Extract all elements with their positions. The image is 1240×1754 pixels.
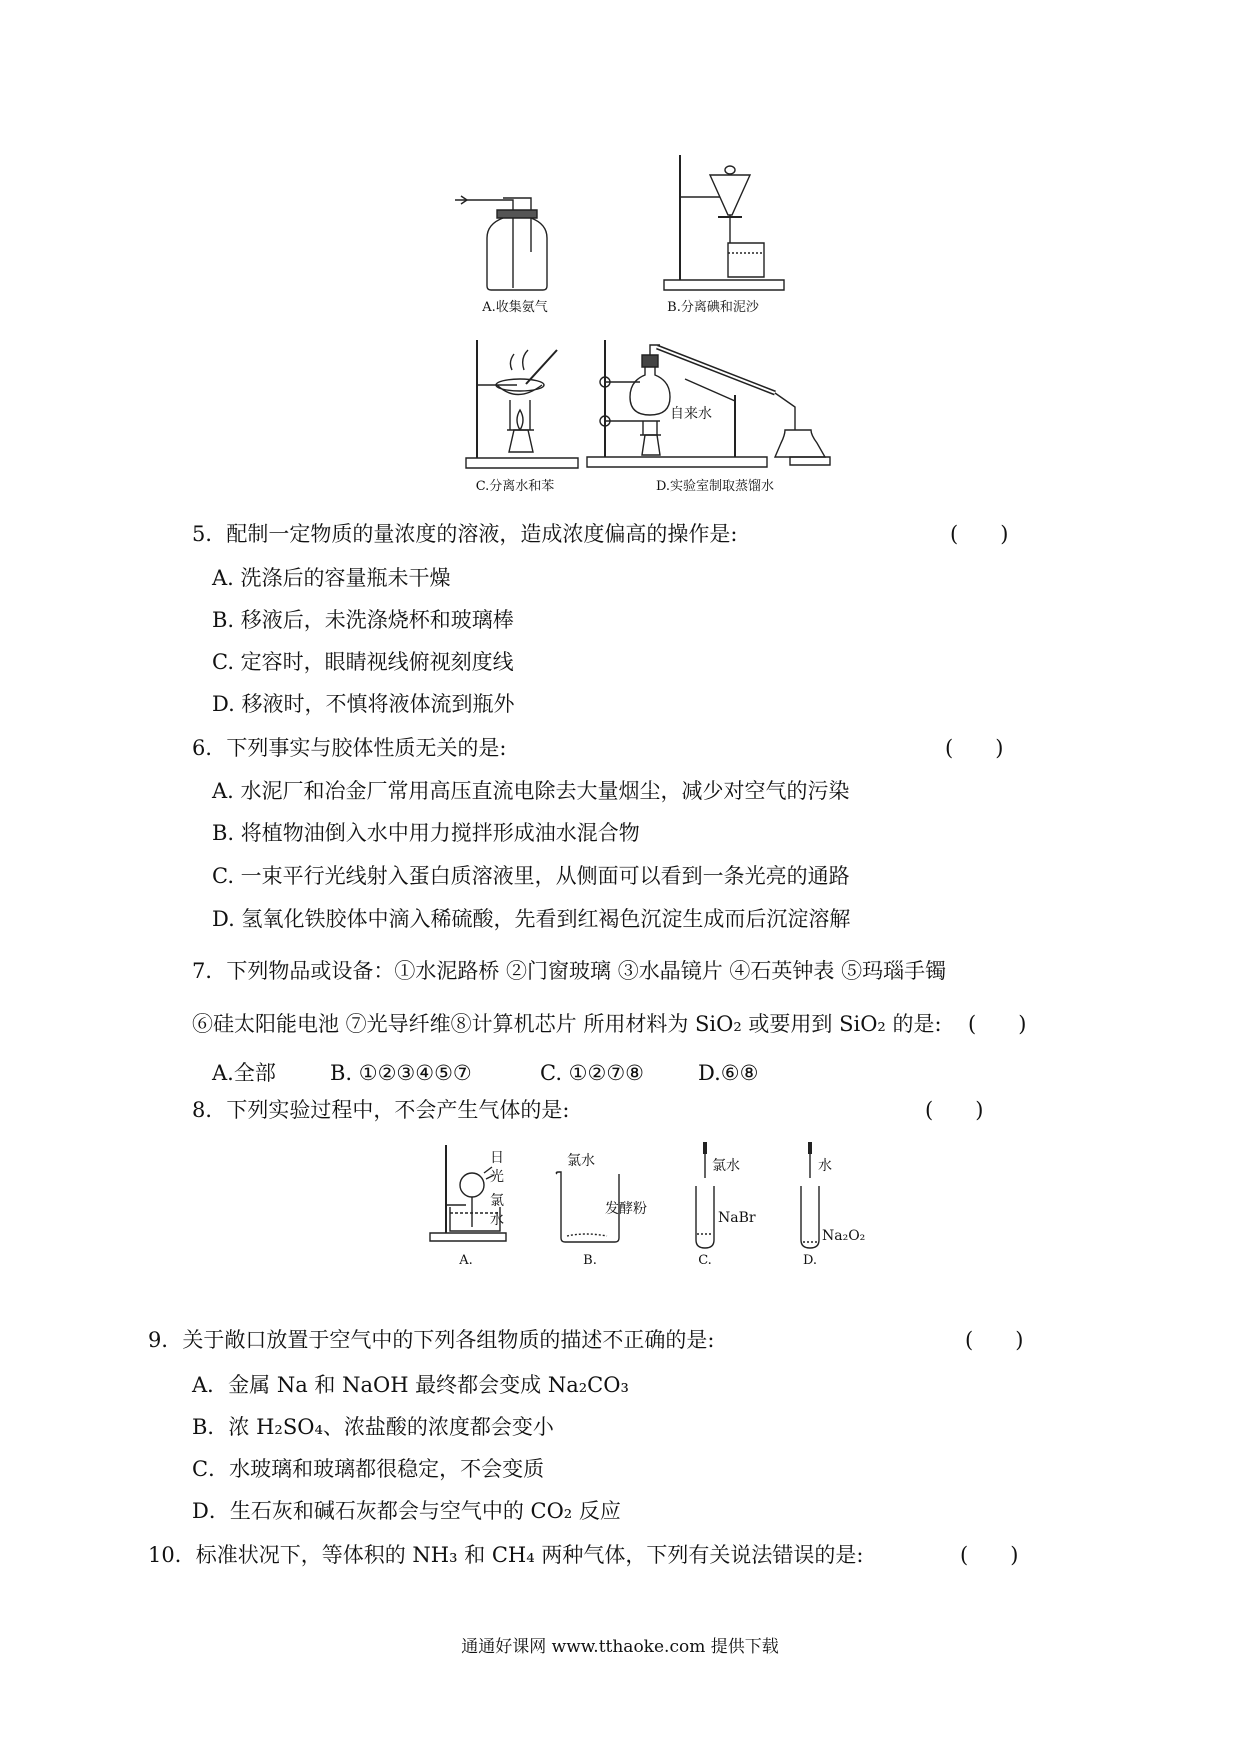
question-8-label-chlorine-water-2: 水	[490, 1212, 504, 1228]
question-8-caption-a: A.	[459, 1253, 473, 1268]
question-6-option-b: B. 将植物油倒入水中用力搅拌形成油水混合物	[212, 821, 640, 845]
question-9-option-d: D．生石灰和碱石灰都会与空气中的 CO₂ 反应	[192, 1499, 621, 1523]
question-10-text: 标准状况下，等体积的 NH₃ 和 CH₄ 两种气体，下列有关说法错误的是:	[195, 1543, 864, 1567]
question-8-stem	[192, 1096, 569, 1124]
question-9-option-c: C．水玻璃和玻璃都很稳定，不会变质	[192, 1457, 545, 1481]
question-9-option-b: B．浓 H₂SO₄、浓盐酸的浓度都会变小	[192, 1415, 554, 1439]
question-8-number: 8．	[192, 1098, 227, 1122]
question-8-label-c-chlorine-water: 氯水	[712, 1158, 740, 1174]
question-10-answer-blank: ( )	[960, 1543, 1019, 1567]
figure-q4-caption-a: A.收集氨气	[482, 300, 548, 315]
question-7-stem-line-1	[192, 957, 946, 985]
figure-q4-c-evaporation	[462, 340, 582, 470]
question-8-label-sunlight-2: 光	[490, 1169, 504, 1185]
figure-q4-caption-d: D.实验室制取蒸馏水	[655, 479, 775, 494]
figure-q4-label-tap-water: 自来水	[670, 406, 712, 422]
question-5-text: 配制一定物质的量浓度的溶液，造成浓度偏高的操作是:	[226, 522, 738, 546]
question-8-label-c-nabr: NaBr	[718, 1210, 756, 1226]
question-8-label-b-chlorine-water: 氯水	[567, 1153, 595, 1169]
page-footer: 通通好课网 www.tthaoke.com 提供下载	[461, 1637, 779, 1657]
question-6-option-d: D. 氢氧化铁胶体中滴入稀硫酸，先看到红褐色沉淀生成而后沉淀溶解	[212, 907, 851, 931]
question-6-answer-blank: ( )	[945, 736, 1004, 760]
question-9-answer-blank: ( )	[965, 1328, 1024, 1352]
question-7-stem-line-2: ⑥硅太阳能电池 ⑦光导纤维⑧计算机芯片 所用材料为 SiO₂ 或要用到 SiO₂ 的是:	[192, 1012, 942, 1036]
question-7-option-a: A.全部	[212, 1061, 276, 1085]
question-6-text: 下列事实与胶体性质无关的是:	[226, 736, 507, 760]
question-6-option-c: C. 一束平行光线射入蛋白质溶液里，从侧面可以看到一条光亮的通路	[212, 864, 850, 888]
figure-q4-caption-c: C.分离水和苯	[475, 479, 555, 494]
question-5-number: 5．	[192, 522, 227, 546]
question-8-caption-d: D.	[802, 1253, 818, 1268]
question-5-stem	[192, 520, 737, 548]
figure-q4-caption-b: B.分离碘和泥沙	[667, 300, 759, 315]
question-7-text-1: 下列物品或设备：①水泥路桥 ②门窗玻璃 ③水晶镜片 ④石英钟表 ⑤玛瑙手镯	[226, 959, 947, 983]
question-7-option-c: C. ①②⑦⑧	[540, 1061, 644, 1085]
question-6-stem	[192, 734, 506, 762]
question-7-option-d: D.⑥⑧	[698, 1061, 759, 1085]
question-8-caption-c: C.	[698, 1253, 712, 1268]
question-10-stem	[148, 1541, 863, 1569]
question-8-label-sunlight-1: 日	[490, 1150, 504, 1166]
question-10-number: 10．	[148, 1543, 196, 1567]
question-5-option-d: D. 移液时，不慎将液体流到瓶外	[212, 692, 515, 716]
question-9-text: 关于敞口放置于空气中的下列各组物质的描述不正确的是:	[182, 1328, 715, 1352]
question-6-option-a: A. 水泥厂和冶金厂常用高压直流电除去大量烟尘，减少对空气的污染	[212, 779, 850, 803]
question-6-number: 6．	[192, 736, 227, 760]
question-9-option-a: A．金属 Na 和 NaOH 最终都会变成 Na₂CO₃	[192, 1373, 629, 1397]
question-8-label-chlorine-water-1: 氯	[490, 1193, 504, 1209]
question-5-option-c: C. 定容时，眼睛视线俯视刻度线	[212, 650, 514, 674]
question-5-answer-blank: ( )	[950, 522, 1009, 546]
question-8-answer-blank: ( )	[925, 1098, 984, 1122]
question-8-label-d-water: 水	[818, 1158, 832, 1174]
question-8-caption-b: B.	[583, 1253, 597, 1268]
question-9-number: 9．	[148, 1328, 183, 1352]
question-7-option-b: B. ①②③④⑤⑦	[330, 1061, 472, 1085]
figure-q4-b-funnel-stand	[660, 155, 790, 295]
question-8-figure-a	[428, 1145, 518, 1245]
question-9-stem	[148, 1326, 714, 1354]
question-8-text: 下列实验过程中，不会产生气体的是:	[226, 1098, 570, 1122]
question-8-label-d-na2o2: Na₂O₂	[822, 1228, 866, 1244]
question-5-option-a: A. 洗涤后的容量瓶未干燥	[212, 566, 451, 590]
question-7-number: 7．	[192, 959, 227, 983]
question-5-option-b: B. 移液后，未洗涤烧杯和玻璃棒	[212, 608, 514, 632]
figure-q4-a-gas-bottle	[455, 190, 575, 295]
question-7-answer-blank: ( )	[968, 1012, 1027, 1036]
question-8-label-b-yeast: 发酵粉	[605, 1201, 647, 1217]
